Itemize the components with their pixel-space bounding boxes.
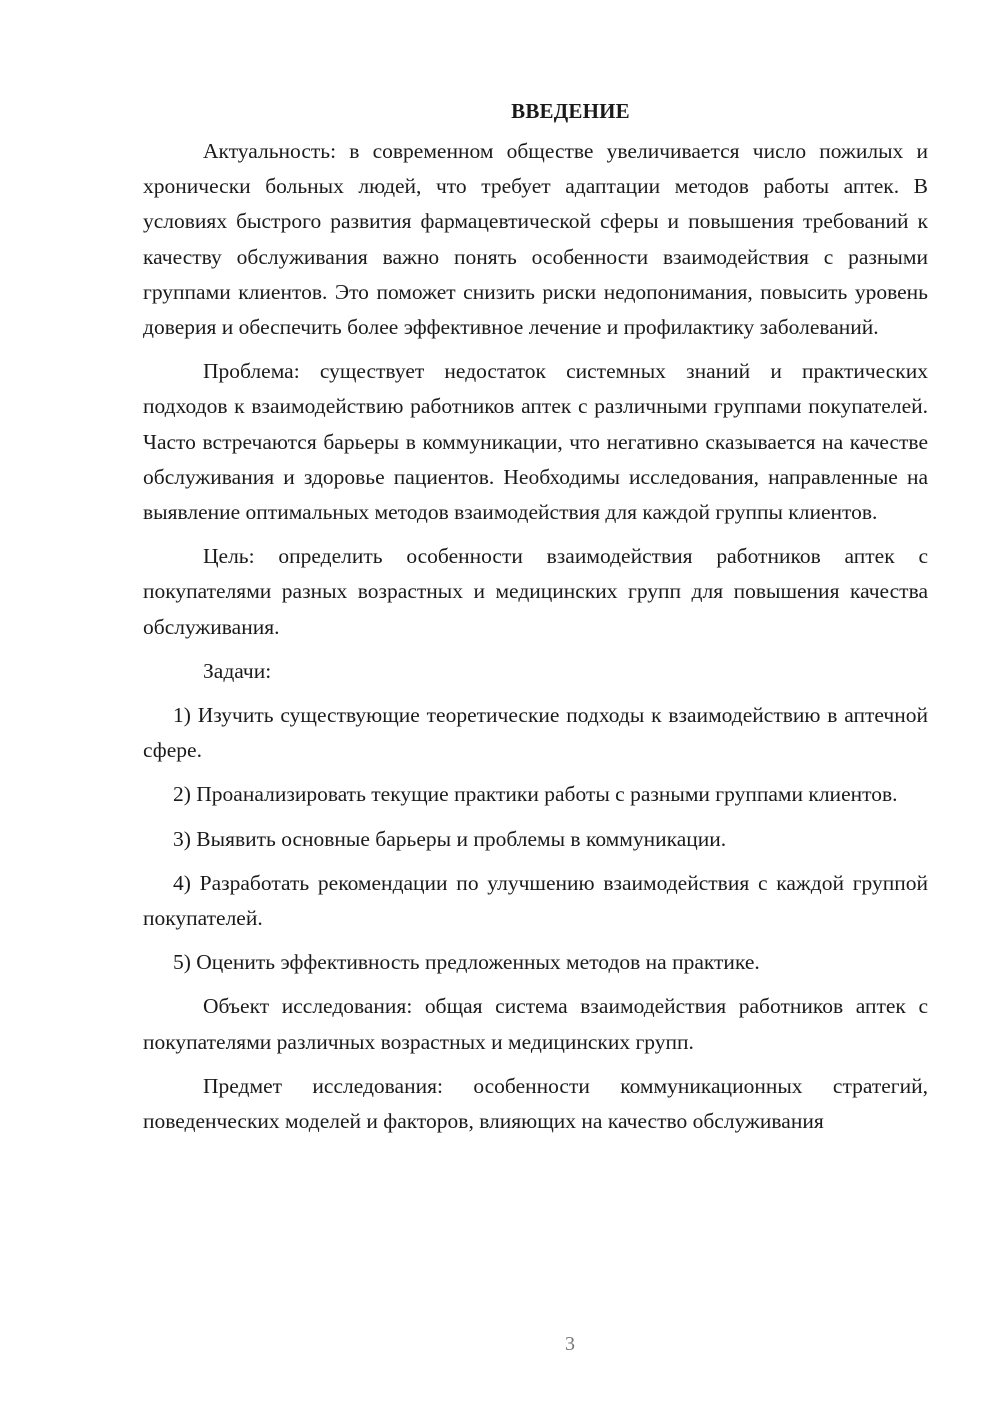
tasks-label: Задачи: xyxy=(203,658,272,683)
goal-paragraph: Цель: определить особенности взаимодействия работников аптек с покупателями разных возрастных и медицинских групп для повышения качества обслуживания. xyxy=(143,544,928,639)
object-paragraph: Объект исследования: общая система взаимодействия работников аптек с покупателями различных возрастных и медицинских групп. xyxy=(143,994,928,1054)
problem-paragraph: Проблема: существует недостаток системных знаний и практических подходов к взаимодействию работников аптек с различными группами покупателей. Часто встречаются барьеры в коммуникации, что негативно сказывается на качестве обслуживания и здоровье пациентов. Необходимы исследования, направленные на выявление оптимальных методов взаимодействия для каждой группы клиентов. xyxy=(143,359,928,525)
relevance-paragraph: Актуальность: в современном обществе увеличивается число пожилых и хронически больных людей, что требует адаптации методов работы аптек. В условиях быстрого развития фармацевтической сферы и повышения требований к качеству обслуживания важно понять особенности взаимодействия с разными группами клиентов. Это поможет снизить риски недопонимания, повысить уровень доверия и обеспечить более эффективное лечение и профилактику заболеваний. xyxy=(143,139,928,340)
page-number: 3 xyxy=(565,1333,575,1355)
task-item-3: 3) Выявить основные барьеры и проблемы в коммуникации. xyxy=(173,826,727,851)
section-heading: ВВЕДЕНИЕ xyxy=(511,99,630,123)
task-item-2: 2) Проанализировать текущие практики работы с разными группами клиентов. xyxy=(173,782,898,807)
task-item-4: 4) Разработать рекомендации по улучшению взаимодействия с каждой группой покупателей. xyxy=(143,870,928,931)
task-item-1: 1) Изучить существующие теоретические подходы к взаимодействию в аптечной сфере. xyxy=(143,703,928,763)
page-content xyxy=(143,88,928,1148)
subject-paragraph: Предмет исследования: особенности коммуникационных стратегий, поведенческих моделей и факторов, влияющих на качество обслуживания xyxy=(143,1073,928,1134)
task-item-5: 5) Оценить эффективность предложенных методов на практике. xyxy=(173,950,760,975)
